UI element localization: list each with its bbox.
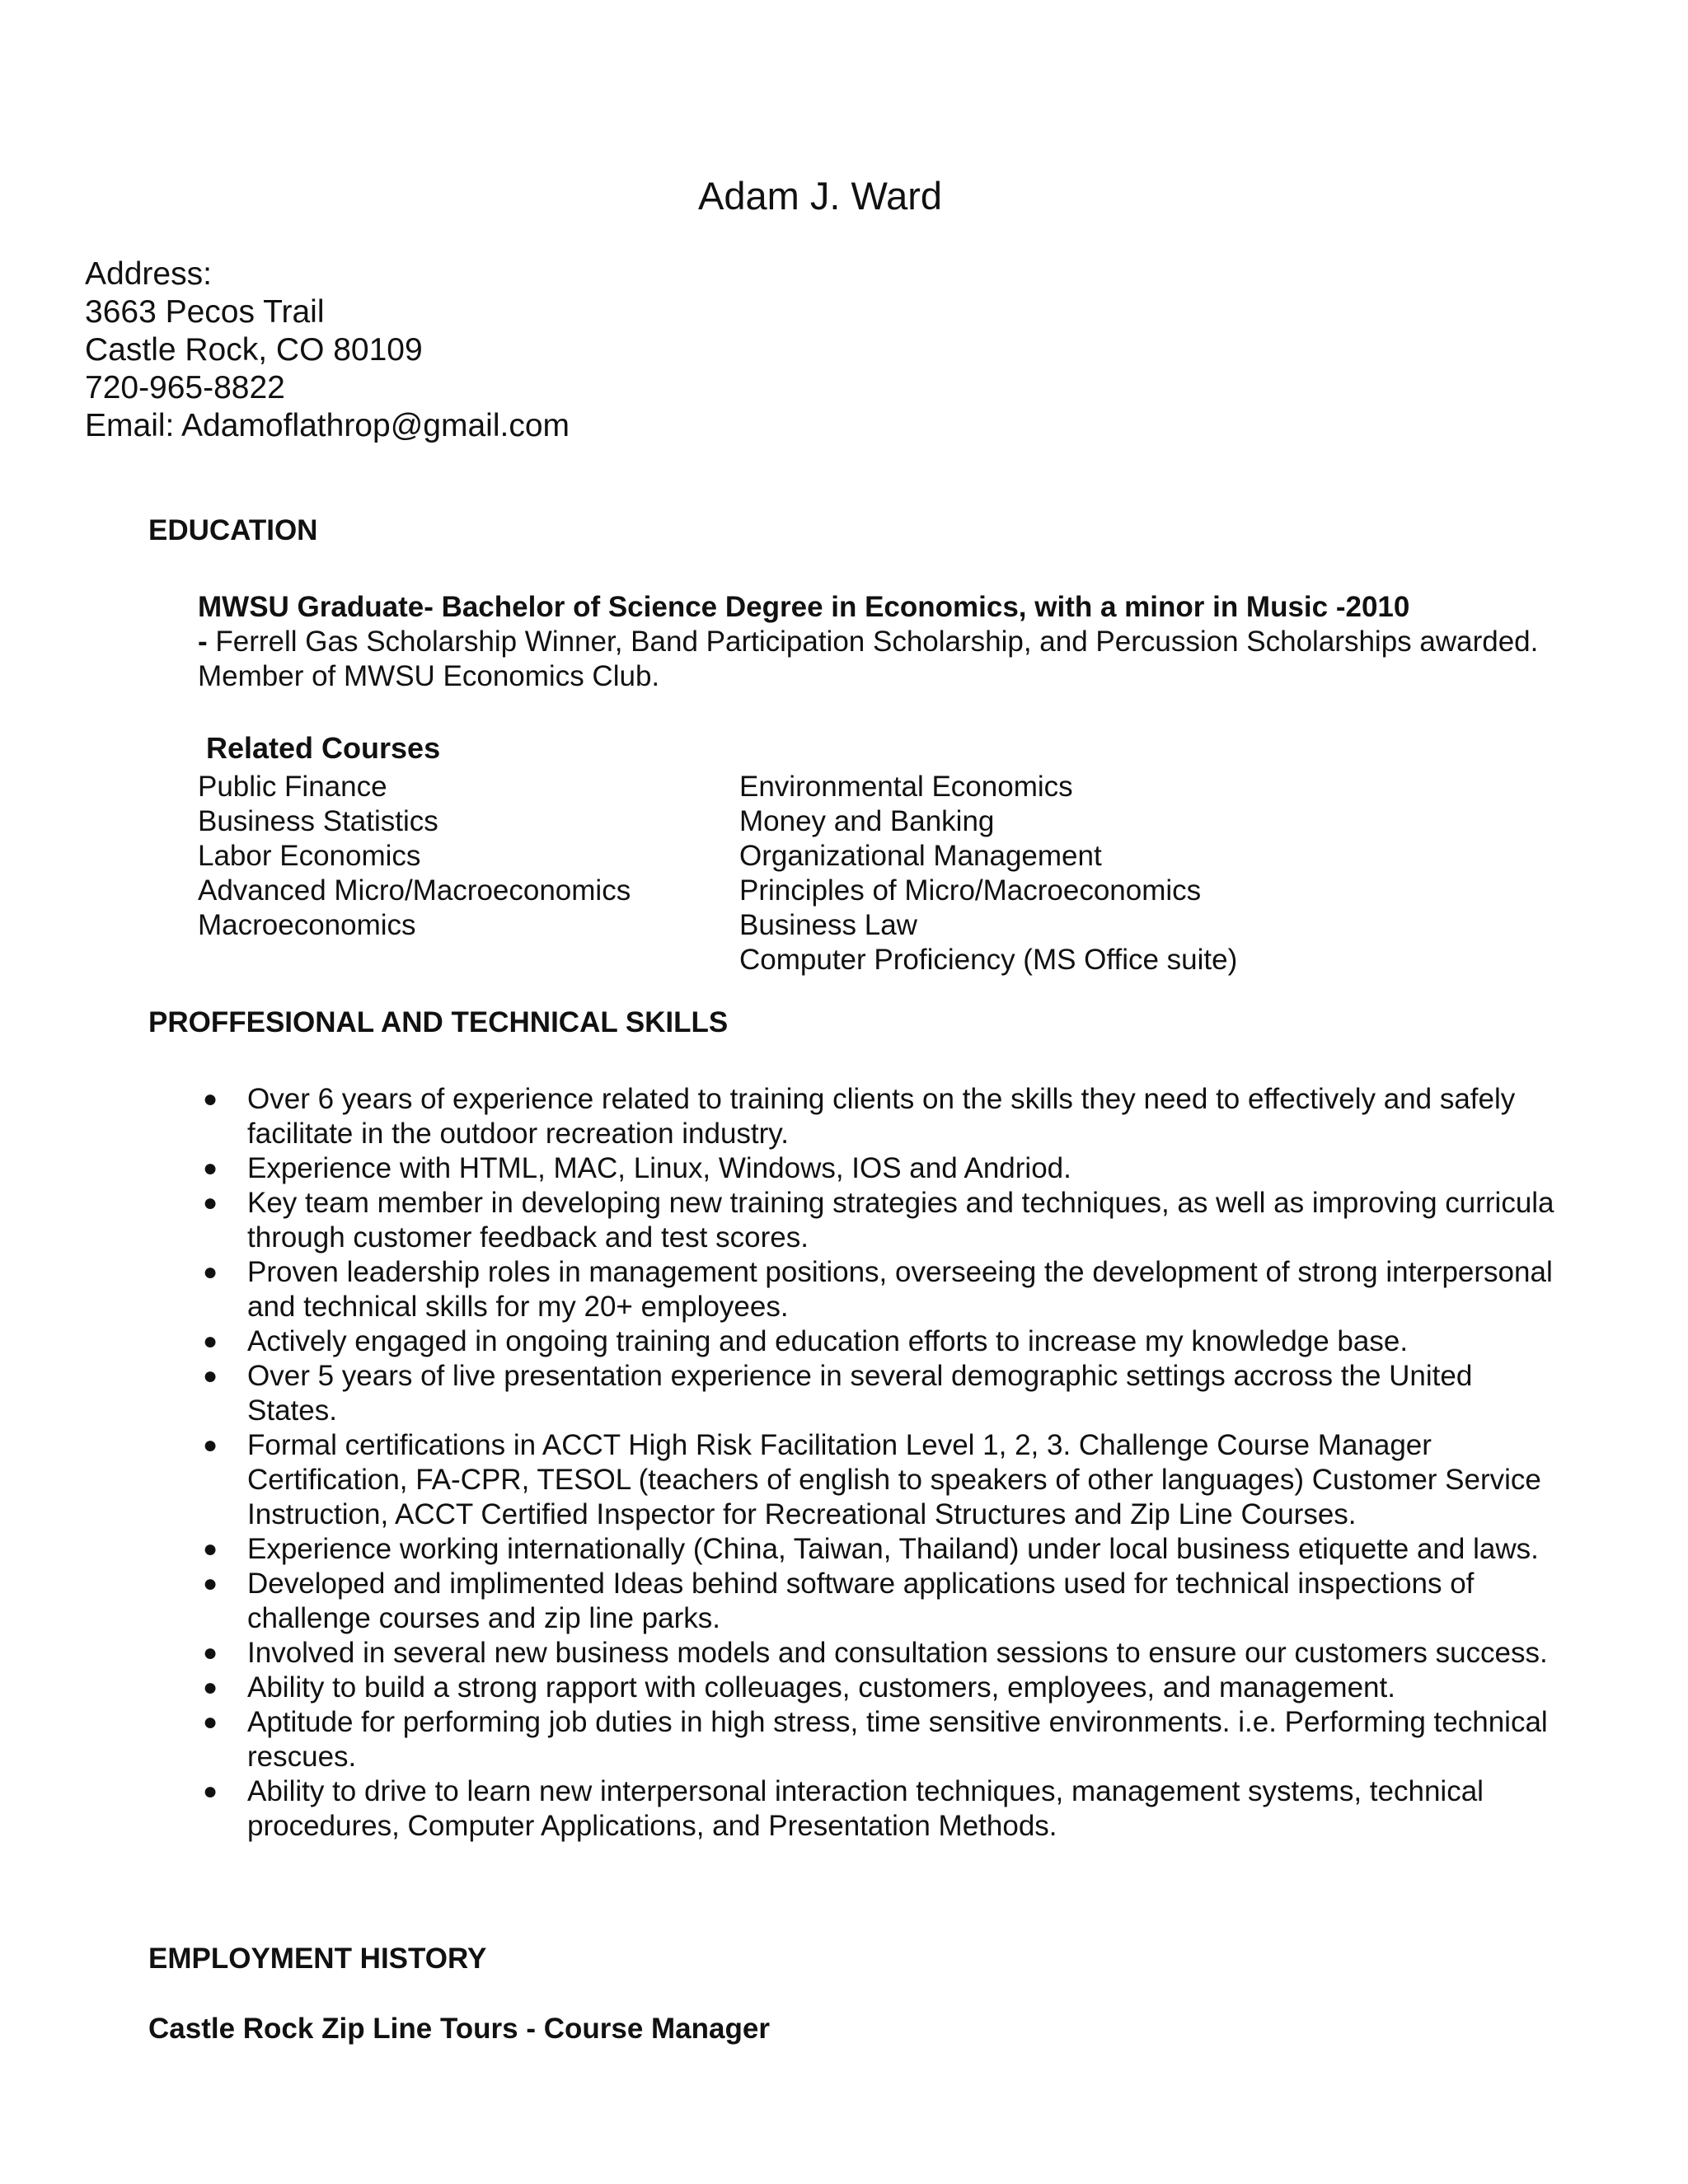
bullet-icon: ● [202,1708,218,1736]
bullet-icon: ● [202,1328,218,1355]
course-item: Business Law [739,909,917,941]
contact-block [85,255,570,445]
job-title: Castle Rock Zip Line Tours - Course Manager [148,2013,770,2045]
bullet-icon: ● [202,1155,218,1182]
skill-text: Experience with HTML, MAC, Linux, Windows, IOS and Andriod. [247,1152,1071,1184]
course-item: Business Statistics [198,805,438,837]
address-label: Address: [85,256,212,292]
skill-text: Ability to drive to learn new interpersonal interaction techniques, management systems, technical procedures, Computer Applications, and Presentation Methods. [247,1775,1484,1842]
skill-item [198,1324,1566,1359]
skill-text: Experience working internationally (China, Taiwan, Thailand) under local business etiquette and laws. [247,1533,1539,1565]
street-address: 3663 Pecos Trail [85,294,325,330]
bullet-icon: ● [202,1189,218,1216]
skill-item [198,1705,1566,1774]
course-item: Public Finance [198,771,387,803]
course-item: Organizational Management [739,840,1102,872]
details-dash: - [198,626,208,658]
courses-right-column [739,770,1237,977]
education-entry [198,590,1550,694]
course-item: Advanced Micro/Macroeconomics [198,874,631,907]
related-courses-heading: Related Courses [206,731,441,765]
bullet-icon: ● [202,1432,218,1459]
skill-item [198,1082,1566,1151]
skill-text: Ability to build a strong rapport with colleuages, customers, employees, and management. [247,1671,1395,1704]
skill-item [198,1359,1566,1428]
courses-left-column [198,770,631,943]
bullet-icon: ● [202,1258,218,1286]
bullet-icon: ● [202,1085,218,1113]
skill-text: Aptitude for performing job duties in high stress, time sensitive environments. i.e. Performing technical rescues. [247,1706,1548,1773]
bullet-icon: ● [202,1639,218,1666]
course-item: Principles of Micro/Macroeconomics [739,874,1202,907]
bullet-icon: ● [202,1778,218,1805]
course-item: Money and Banking [739,805,995,837]
employment-heading: EMPLOYMENT HISTORY [148,1943,487,1975]
education-heading: EDUCATION [148,514,318,546]
skill-item [198,1774,1566,1844]
skill-text: Proven leadership roles in management positions, overseeing the development of strong interpersonal and technical skills for my 20+ employees. [247,1256,1553,1323]
details-text: Ferrell Gas Scholarship Winner, Band Participation Scholarship, and Percussion Scholarships awarded. Member of MWSU Economics Club. [198,626,1539,692]
skill-item [198,1428,1566,1532]
bullet-icon: ● [202,1362,218,1390]
skill-text: Involved in several new business models and consultation sessions to ensure our customers success. [247,1637,1548,1669]
course-item: Labor Economics [198,840,421,872]
bullet-icon: ● [202,1535,218,1563]
course-item: Computer Proficiency (MS Office suite) [739,944,1238,976]
education-details [198,625,1550,694]
skill-item [198,1671,1566,1705]
bullet-icon: ● [202,1570,218,1597]
bullet-icon: ● [202,1674,218,1701]
skill-text: Key team member in developing new training strategies and techniques, as well as improving curricula through customer feedback and test scores. [247,1187,1554,1254]
skills-list [198,1082,1566,1844]
course-item: Macroeconomics [198,909,416,941]
applicant-name: Adam J. Ward [698,174,942,218]
skill-text: Over 6 years of experience related to training clients on the skills they need to effectively and safely facilitate in the outdoor recreation industry. [247,1083,1516,1150]
skill-item [198,1186,1566,1255]
degree-line: MWSU Graduate- Bachelor of Science Degree in Economics, with a minor in Music -2010 [198,591,1410,623]
course-item: Environmental Economics [739,771,1073,803]
skill-item [198,1636,1566,1671]
skill-item [198,1151,1566,1186]
email-address: Email: Adamoflathrop@gmail.com [85,408,570,443]
phone-number: 720-965-8822 [85,370,285,405]
skill-text: Over 5 years of live presentation experience in several demographic settings accross the United States. [247,1360,1473,1427]
skill-text: Actively engaged in ongoing training and education efforts to increase my knowledge base. [247,1325,1409,1357]
skill-text: Developed and implimented Ideas behind software applications used for technical inspections of challenge courses and zip line parks. [247,1568,1475,1634]
skill-text: Formal certifications in ACCT High Risk Facilitation Level 1, 2, 3. Challenge Course Manager Certification, FA-CPR, TESOL (teachers of english to speakers of other languages) Customer Service Instruction, ACCT Certified Inspector for Recreational Structures and Zip Line Courses. [247,1429,1541,1530]
skills-heading: PROFFESIONAL AND TECHNICAL SKILLS [148,1006,729,1038]
city-state-zip: Castle Rock, CO 80109 [85,332,423,368]
skill-item [198,1532,1566,1567]
skill-item [198,1255,1566,1324]
skill-item [198,1567,1566,1636]
